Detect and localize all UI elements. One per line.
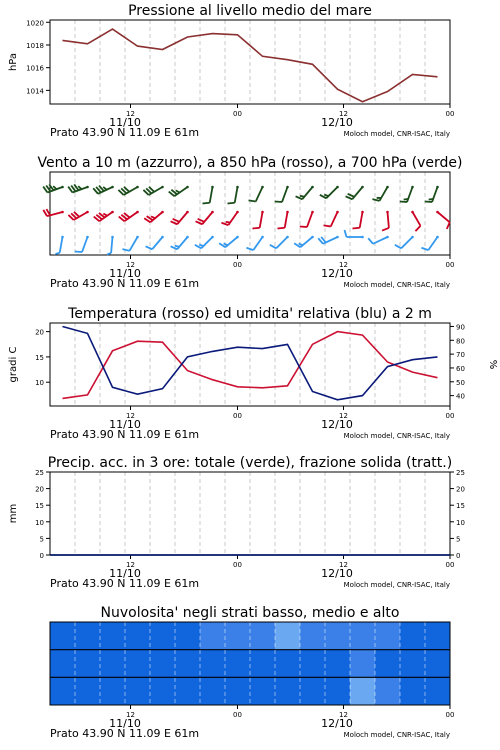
wind-barb — [196, 211, 214, 225]
y-tick-label: 10 — [35, 379, 44, 388]
barb-feather — [425, 202, 432, 203]
barb-origin — [411, 186, 414, 189]
x-tick-label: 00 — [445, 561, 455, 569]
barb-origin — [211, 236, 214, 239]
barb-origin — [436, 236, 439, 239]
cloud-cell — [50, 650, 76, 678]
barb-origin — [411, 211, 414, 214]
y-tick-label-right: 0 — [456, 552, 461, 560]
barb-feather — [382, 228, 389, 231]
location-label: Prato 43.90 N 11.09 E 61m — [50, 126, 200, 139]
barb-shaft — [256, 187, 263, 202]
x-tick-label: 00 — [233, 261, 242, 269]
panel-2 — [8, 306, 498, 441]
cloud-cell — [100, 622, 126, 650]
y-tick-label: 1016 — [26, 64, 44, 73]
y-tick-label: 15 — [35, 353, 44, 362]
barb-origin — [261, 211, 264, 214]
cloud-cell — [75, 650, 101, 678]
barb-origin — [61, 186, 64, 189]
location-label: Prato 43.90 N 11.09 E 61m — [50, 577, 200, 590]
wind-barb — [107, 236, 114, 255]
y-axis-label: hPa — [8, 52, 19, 72]
y-tick-label: 20 — [35, 485, 44, 494]
barb-origin — [111, 236, 114, 239]
wind-barb — [252, 211, 263, 229]
y-tick-label-right: 10 — [456, 518, 465, 527]
wind-barb — [294, 236, 314, 248]
y-tick-label: 80 — [456, 337, 465, 346]
y-tick-label: 60 — [456, 364, 465, 373]
location-label: Prato 43.90 N 11.09 E 61m — [50, 727, 200, 740]
y-tick-label: 20 — [35, 328, 44, 337]
barb-origin — [286, 236, 289, 239]
cloud-cell — [225, 650, 251, 678]
barb-feather — [221, 223, 228, 225]
barb-feather — [75, 252, 82, 253]
wind-barb — [221, 211, 238, 225]
wind-barb — [277, 211, 288, 229]
barb-origin — [336, 211, 339, 214]
barb-origin — [361, 211, 364, 214]
barb-origin — [311, 211, 314, 214]
barb-origin — [436, 186, 439, 189]
wind-barb — [93, 186, 114, 194]
barb-origin — [361, 236, 364, 239]
panel-title: Pressione al livello medio del mare — [128, 3, 372, 19]
x-tick-label: 12 — [126, 561, 135, 569]
cloud-cell — [300, 622, 326, 650]
barb-origin — [386, 211, 389, 214]
x-tick-label: 12 — [126, 711, 135, 719]
barb-feather — [252, 228, 259, 229]
cloud-cell — [175, 622, 201, 650]
location-label: Prato 43.90 N 11.09 E 61m — [50, 428, 200, 441]
barb-origin — [111, 186, 114, 189]
barb-feather — [277, 228, 284, 229]
x-tick-label: 00 — [445, 110, 455, 118]
panel-0 — [8, 3, 454, 139]
cloud-cell — [150, 622, 176, 650]
barb-origin — [86, 211, 89, 214]
barb-feather — [300, 196, 304, 197]
barb-shaft — [388, 212, 389, 228]
barb-origin — [236, 236, 239, 239]
barb-shaft — [60, 237, 63, 253]
barb-feather — [176, 190, 180, 192]
wind-barb — [270, 236, 289, 249]
cloud-cell — [350, 677, 376, 705]
x-tick-label: 12 — [339, 412, 348, 420]
wind-barb — [324, 211, 339, 227]
barb-origin — [186, 211, 189, 214]
barb-origin — [136, 236, 139, 239]
barb-shaft — [276, 237, 287, 248]
date-label: 12/10 — [321, 418, 353, 431]
barb-origin — [86, 186, 89, 189]
barb-origin — [161, 211, 164, 214]
barb-feather — [175, 246, 179, 247]
barb-origin — [186, 236, 189, 239]
x-tick-label: 12 — [126, 412, 135, 420]
wind-barb — [43, 209, 63, 216]
wind-barb — [352, 211, 363, 229]
panel-title: Vento a 10 m (azzurro), a 850 hPa (rosso), a 700 hPa (verde) — [37, 155, 463, 171]
barb-origin — [286, 186, 289, 189]
barb-origin — [211, 211, 214, 214]
y-axis-label: mm — [8, 503, 19, 524]
cloud-cell — [75, 622, 101, 650]
wind-barb — [318, 236, 339, 244]
panel-3 — [8, 455, 465, 590]
barb-origin — [236, 186, 239, 189]
barb-origin — [186, 186, 189, 189]
y-tick-label: 15 — [35, 502, 44, 511]
cloud-cell — [350, 622, 376, 650]
y-tick-label: 10 — [35, 518, 44, 527]
barb-shaft — [307, 212, 312, 227]
y-tick-label: 1018 — [26, 41, 44, 50]
x-tick-label: 00 — [233, 110, 242, 118]
cloud-cell — [375, 622, 401, 650]
wind-barb — [436, 211, 450, 229]
barb-feather — [404, 199, 408, 200]
cloud-cell — [425, 650, 451, 678]
wind-barb — [382, 211, 389, 231]
wind-barb — [68, 184, 89, 192]
cloud-cell — [250, 677, 276, 705]
barb-feather — [400, 202, 407, 203]
x-tick-label: 12 — [126, 110, 135, 118]
wind-barb — [227, 186, 238, 204]
barb-origin — [161, 186, 164, 189]
barb-origin — [436, 211, 439, 214]
x-tick-label: 00 — [233, 561, 242, 569]
y-tick-label-right: 15 — [456, 502, 465, 511]
barb-shaft — [401, 237, 412, 248]
wind-barb — [275, 186, 289, 202]
wind-barb — [202, 186, 213, 204]
barb-shaft — [210, 187, 213, 203]
y-tick-label: 5 — [39, 535, 44, 544]
barb-origin — [211, 186, 214, 189]
barb-shaft — [428, 237, 437, 250]
cloud-cell — [325, 677, 351, 705]
date-label: 11/10 — [109, 418, 141, 431]
cloud-cell — [125, 622, 151, 650]
wind-barb — [143, 186, 163, 195]
barb-feather — [429, 199, 433, 200]
x-tick-label: 12 — [339, 561, 348, 569]
wind-barb — [345, 230, 364, 238]
barb-origin — [311, 186, 314, 189]
barb-feather — [372, 199, 379, 201]
x-tick-label: 00 — [233, 412, 242, 420]
cloud-cell — [225, 622, 251, 650]
barb-feather — [107, 253, 111, 255]
y-axis-label-right: % — [487, 359, 498, 370]
y-tick-label: 0 — [39, 552, 44, 560]
barb-feather — [198, 219, 205, 222]
wind-barb — [43, 184, 64, 192]
barb-feather — [415, 226, 420, 231]
date-label: 12/10 — [321, 567, 353, 580]
wind-barb — [368, 236, 389, 244]
barb-origin — [261, 186, 264, 189]
barb-feather — [173, 219, 180, 222]
barb-feather — [122, 249, 129, 251]
barb-feather — [348, 194, 355, 197]
cloud-cell — [50, 677, 76, 705]
barb-feather — [151, 216, 155, 218]
barb-origin — [261, 236, 264, 239]
wind-barb — [94, 211, 114, 221]
y-tick-label: 90 — [456, 323, 465, 332]
y-tick-label: 25 — [35, 469, 44, 477]
date-label: 11/10 — [109, 116, 141, 129]
x-tick-label: 00 — [445, 261, 455, 269]
barb-origin — [61, 211, 64, 214]
cloud-cell — [175, 677, 201, 705]
barb-feather — [352, 228, 359, 229]
wind-barb — [75, 236, 89, 252]
cloud-cell — [300, 677, 326, 705]
barb-shaft — [111, 237, 112, 253]
barb-feather — [103, 187, 107, 190]
barb-origin — [86, 236, 89, 239]
barb-origin — [311, 236, 314, 239]
barb-feather — [368, 238, 373, 243]
x-tick-label: 12 — [339, 711, 348, 719]
barb-feather — [202, 203, 209, 204]
barb-feather — [345, 230, 347, 237]
model-label: Moloch model, CNR-ISAC, Italy — [343, 432, 450, 440]
cloud-cell — [125, 677, 151, 705]
y-tick-label: 1014 — [26, 87, 44, 96]
barb-shaft — [152, 237, 162, 249]
wind-barb — [296, 186, 314, 200]
barb-shaft — [235, 187, 238, 203]
barb-feather — [246, 248, 253, 250]
barb-feather — [346, 196, 353, 199]
model-label: Moloch model, CNR-ISAC, Italy — [343, 130, 450, 138]
barb-origin — [61, 236, 64, 239]
date-label: 12/10 — [321, 267, 353, 280]
wind-barb — [146, 236, 164, 250]
barb-shaft — [260, 212, 263, 228]
cloud-cell — [250, 650, 276, 678]
cloud-cell — [300, 650, 326, 678]
wind-barb — [169, 186, 189, 196]
barb-origin — [411, 236, 414, 239]
x-tick-label: 12 — [339, 110, 348, 118]
y-tick-label-right: 20 — [456, 485, 465, 494]
wind-barb — [411, 211, 420, 231]
cloud-cell — [100, 677, 126, 705]
date-label: 12/10 — [321, 116, 353, 129]
wind-barb — [171, 236, 189, 250]
barb-feather — [146, 246, 153, 249]
cloud-cell — [125, 650, 151, 678]
y-tick-label-right: 5 — [456, 535, 461, 544]
cloud-cell — [200, 650, 226, 678]
wind-barb — [68, 211, 88, 220]
cloud-cell — [200, 677, 226, 705]
wind-barb — [119, 211, 139, 221]
barb-feather — [324, 225, 331, 226]
cloud-cell — [175, 650, 201, 678]
barb-shaft — [285, 212, 288, 228]
date-label: 11/10 — [109, 717, 141, 730]
barb-feather — [53, 186, 56, 189]
date-label: 12/10 — [321, 717, 353, 730]
wind-barb — [300, 211, 314, 227]
barb-feather — [249, 200, 256, 201]
wind-barb — [395, 236, 414, 249]
cloud-cell — [400, 677, 426, 705]
panel-title: Nuvolosita' negli strati basso, medio e alto — [100, 605, 400, 621]
barb-feather — [55, 253, 59, 254]
barb-feather — [196, 221, 203, 224]
barb-origin — [111, 211, 114, 214]
cloud-cell — [325, 650, 351, 678]
barb-feather — [275, 202, 282, 203]
x-tick-label: 00 — [445, 711, 455, 719]
barb-feather — [226, 222, 230, 223]
cloud-cell — [275, 677, 301, 705]
cloud-cell — [375, 650, 401, 678]
wind-barb — [195, 236, 214, 249]
cloud-cell — [350, 650, 376, 678]
barb-origin — [336, 236, 339, 239]
cloud-cell — [400, 650, 426, 678]
wind-barb — [400, 186, 414, 202]
date-label: 11/10 — [109, 267, 141, 280]
wind-barb — [144, 211, 164, 223]
barb-feather — [421, 248, 428, 250]
x-tick-label: 00 — [233, 711, 242, 719]
cloud-cell — [75, 677, 101, 705]
wind-barb — [118, 186, 138, 195]
wind-barb — [249, 186, 264, 202]
cloud-cell — [400, 622, 426, 650]
barb-feather — [224, 243, 228, 245]
panel-1 — [37, 155, 462, 290]
barb-feather — [103, 214, 107, 216]
panel-4 — [50, 605, 454, 740]
y-axis-label: gradi C — [8, 346, 19, 383]
model-label: Moloch model, CNR-ISAC, Italy — [343, 281, 450, 289]
barb-feather — [227, 203, 234, 204]
y-tick-label: 50 — [456, 378, 465, 387]
model-label: Moloch model, CNR-ISAC, Italy — [343, 581, 450, 589]
barb-origin — [361, 186, 364, 189]
x-tick-label: 12 — [339, 261, 348, 269]
cloud-cell — [150, 677, 176, 705]
barb-origin — [236, 211, 239, 214]
cloud-cell — [375, 677, 401, 705]
barb-shaft — [360, 212, 363, 228]
barb-origin — [386, 236, 389, 239]
barb-origin — [386, 186, 389, 189]
cloud-cell — [425, 677, 451, 705]
cloud-cell — [425, 622, 451, 650]
barb-origin — [136, 211, 139, 214]
barb-origin — [336, 186, 339, 189]
cloud-cell — [225, 677, 251, 705]
barb-shaft — [331, 212, 338, 227]
barb-feather — [78, 186, 81, 189]
y-tick-label: 1020 — [26, 19, 44, 28]
barb-origin — [161, 236, 164, 239]
barb-origin — [136, 186, 139, 189]
cloud-cell — [275, 622, 301, 650]
barb-shaft — [413, 212, 421, 226]
barb-feather — [299, 243, 303, 245]
cloud-cell — [200, 622, 226, 650]
y-tick-label: 70 — [456, 351, 465, 360]
cloud-cell — [100, 650, 126, 678]
x-tick-label: 00 — [445, 412, 455, 420]
barb-shaft — [282, 187, 287, 202]
barb-shaft — [438, 212, 450, 222]
cloud-cell — [250, 622, 276, 650]
barb-feather — [447, 222, 450, 229]
location-label: Prato 43.90 N 11.09 E 61m — [50, 277, 200, 290]
wind-barb — [346, 186, 364, 200]
wind-barb — [421, 236, 438, 250]
date-label: 11/10 — [109, 567, 141, 580]
cloud-cell — [50, 622, 76, 650]
barb-shaft — [253, 237, 262, 250]
barb-feather — [300, 227, 307, 228]
wind-barb — [246, 236, 263, 250]
barb-origin — [286, 211, 289, 214]
y-tick-label-right: 25 — [456, 469, 465, 477]
cloud-cell — [150, 650, 176, 678]
x-tick-label: 12 — [126, 261, 135, 269]
wind-barb — [320, 186, 339, 199]
wind-barb — [171, 211, 189, 225]
model-label: Moloch model, CNR-ISAC, Italy — [343, 731, 450, 739]
y-tick-label: 40 — [456, 392, 465, 401]
barb-shaft — [82, 237, 87, 252]
cloud-cell — [275, 650, 301, 678]
panel-title: Temperatura (rosso) ed umidita' relativa (blu) a 2 m — [68, 306, 432, 322]
wind-barb — [425, 186, 439, 202]
wind-barb — [219, 236, 239, 248]
barb-shaft — [130, 237, 138, 251]
panel-title: Precip. acc. in 3 ore: totale (verde), frazione solida (tratt.) — [47, 455, 453, 471]
wind-barb — [55, 236, 63, 254]
barb-feather — [171, 221, 178, 224]
cloud-cell — [325, 622, 351, 650]
